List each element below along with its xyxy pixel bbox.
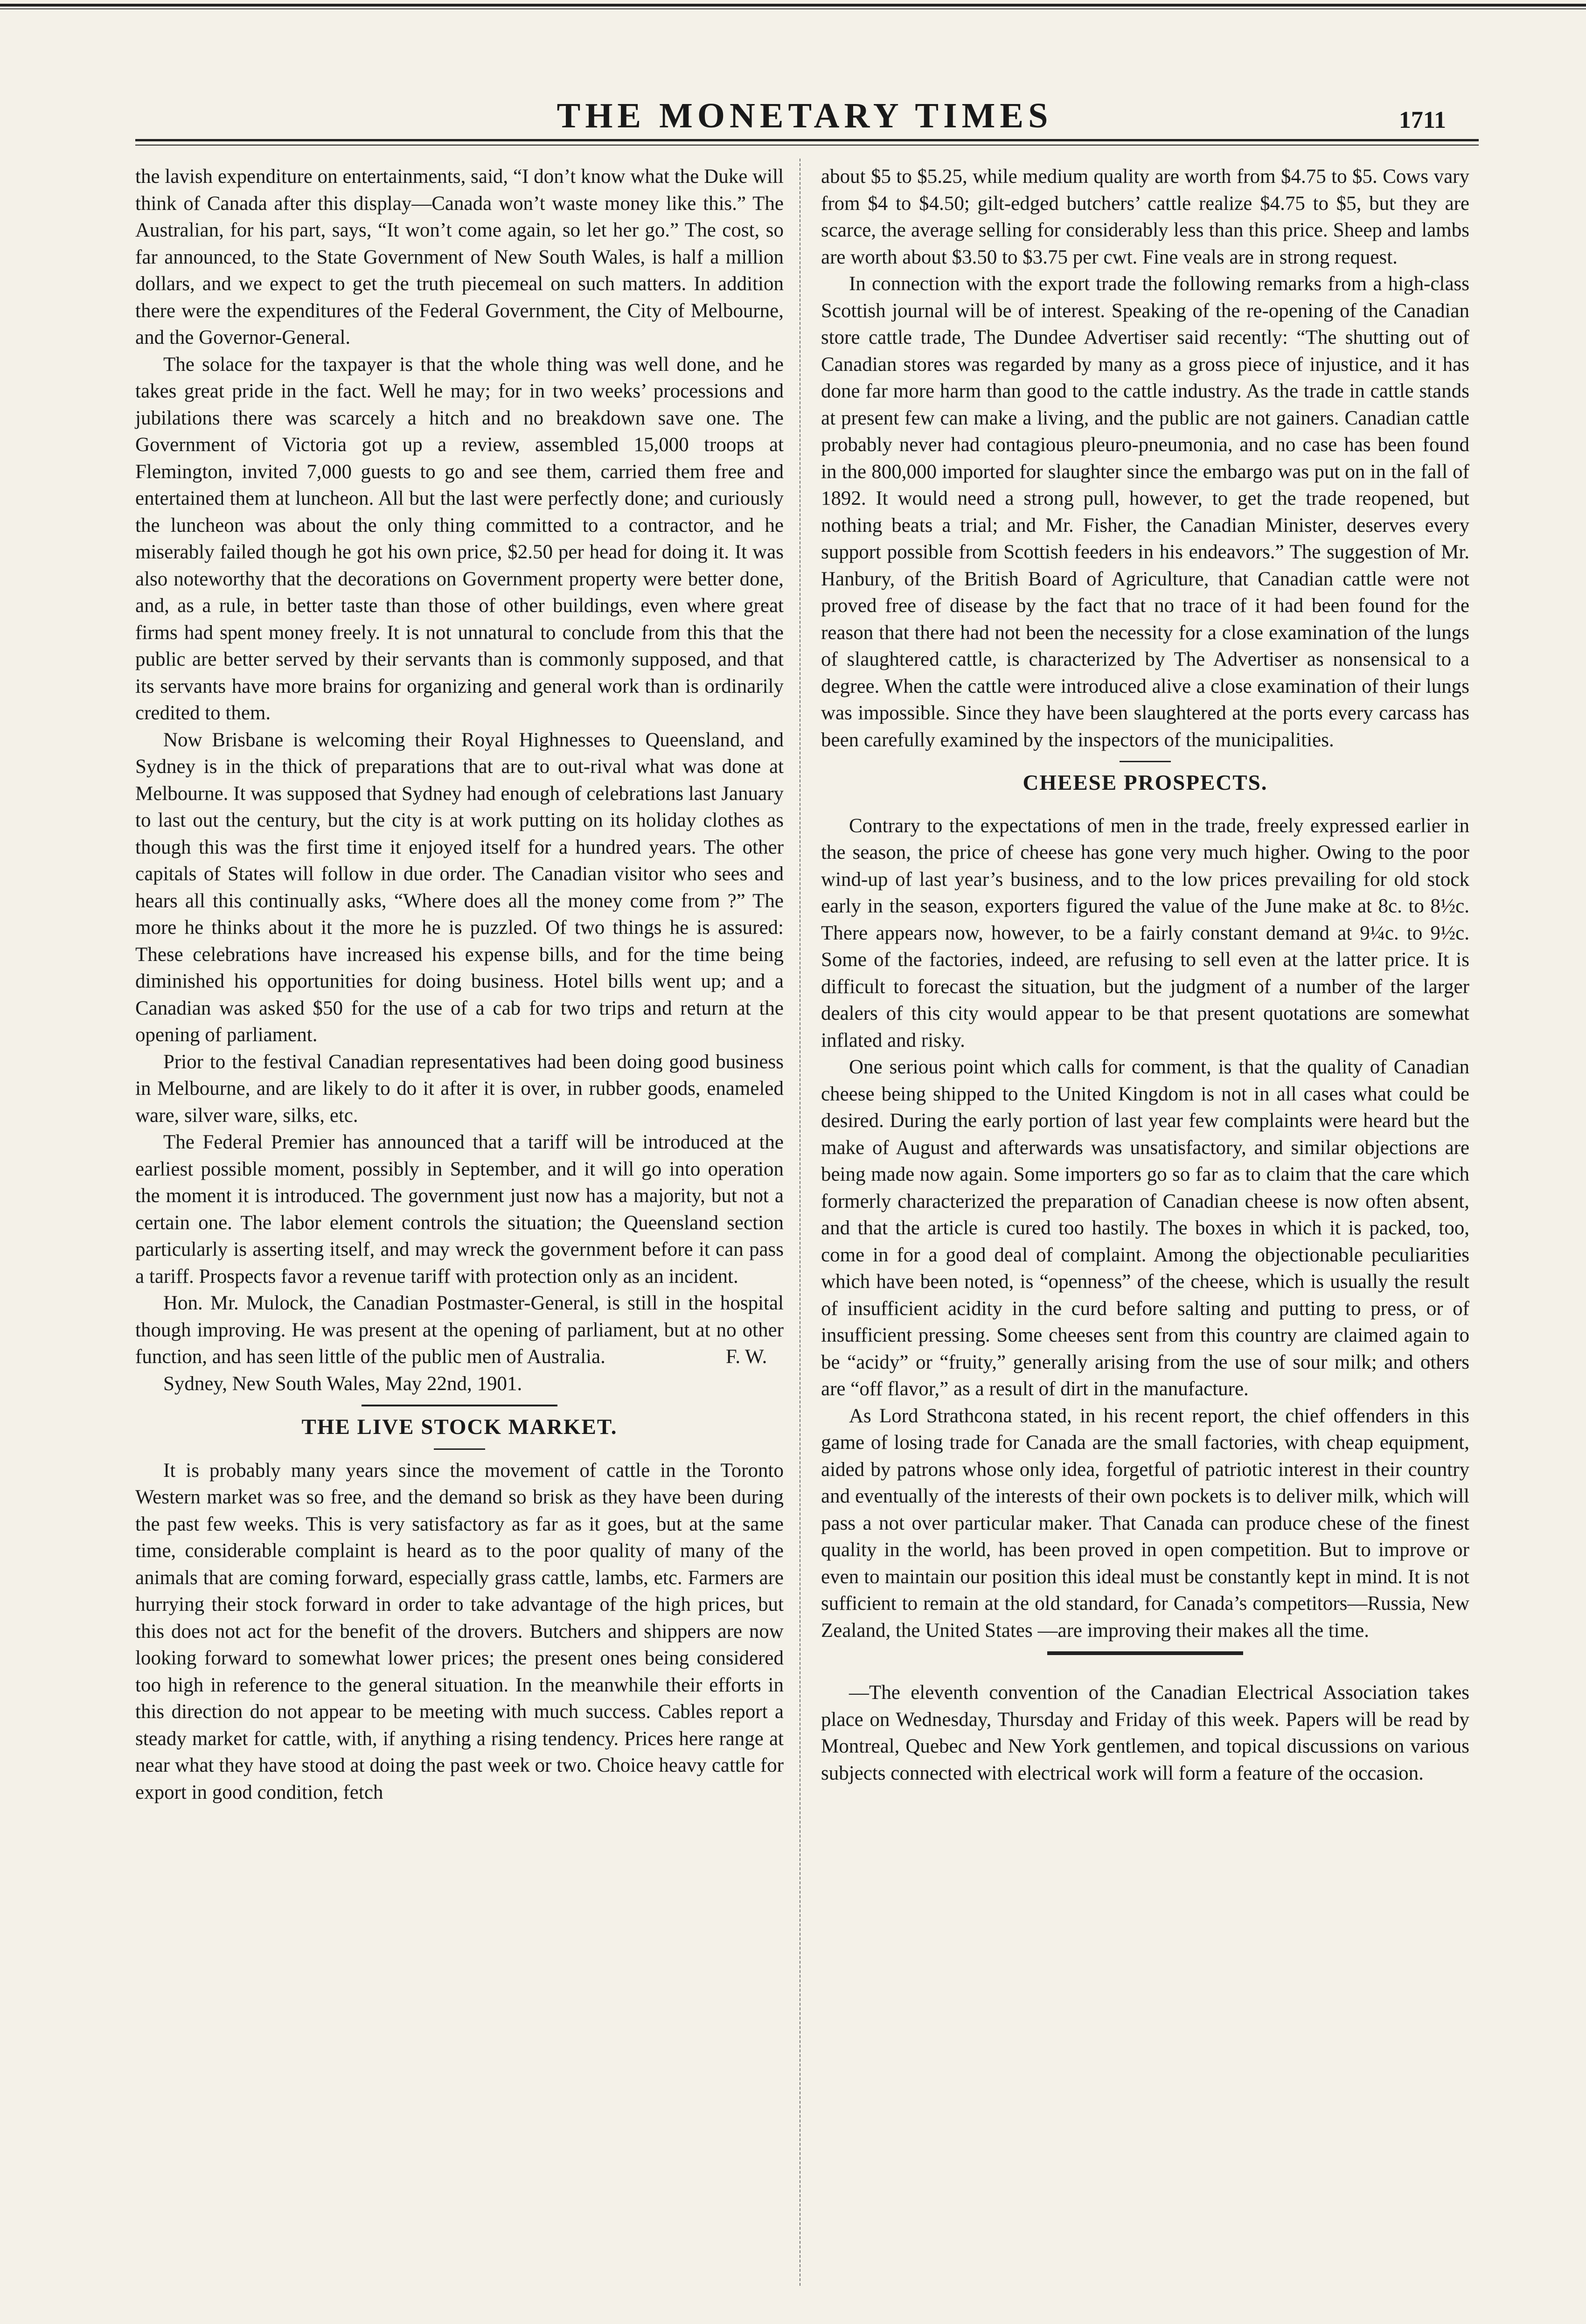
masthead: THE MONETARY TIMES [556,96,1053,135]
article-paragraph: —The eleventh convention of the Canadian Electrical Association takes place on Wednesday, Thursday and Friday of this week. Papers will be read by Montreal, Quebec and New York gentlemen, and topical discussions on various subjects connected with electrical work will form a feature of the occasion. [821,1682,1469,1784]
spacer [821,1663,1469,1679]
section-rule [362,1405,557,1406]
article-paragraph: the lavish expenditure on entertainments, said, “I don’t know what the Duke will think of Canada after this display—Canada won’t waste money like this.” The Australian, for his part, says, “It won’t come again, so let her go.” The cost, so far announced, to the State Government of New South Wales, is half a million dollars, and we expect to get the truth piecemeal on such matters. In addition there were the expenditures of the Federal Government, the City of Melbourne, and the Governor-General. [135,166,784,348]
header-rule [135,139,1479,141]
left-column [135,163,784,1806]
article-paragraph: Hon. Mr. Mulock, the Canadian Postmaster-General, is still in the hospital though improving. He was present at the opening of parliament, but at no other function, and has seen little of the public men of Australia. F. W. [135,1292,784,1368]
top-border-rule [0,4,1586,7]
article-paragraph: As Lord Strathcona stated, in his recent report, the chief offenders in this game of losing trade for Canada are the small factories, with cheap equipment, aided by patrons whose only idea, forgetful of patriotic interest in their country and eventually of the interests of their own pockets is to deliver milk, which will pass a not over particular maker. That Canada can produce chese of the finest quality in the world, has been proved in open competition. But to improve or even to maintain our position this ideal must be constantly kept in mind. It is not sufficient to remain at the old standard, for Canada’s competitors—Russia, New Zealand, the United States —are improving their makes all the time. [821,1405,1469,1642]
section-rule [1047,1651,1243,1655]
article-paragraph: In connection with the export trade the following remarks from a high-class Scottish journal will be of interest. Speaking of the re-opening of the Canadian store cattle trade, The Dundee Advertiser said recently: “The shutting out of Canadian stores was regarded by many as a gross piece of injustice, and it has done far more harm than good to the cattle industry. As the trade in cattle stands at present few can make a living, and the public are not gainers. Canadian cattle probably never had contagious pleuro-pneumonia, and no case has been found in the 800,000 imported for slaughter since the embargo was put on in the fall of 1892. It would need a strong pull, however, to get the trade reopened, but nothing beats a trial; and Mr. Fisher, the Canadian Minister, deserves every support possible from Scottish feeders in his endeavors.” The suggestion of Mr. Hanbury, of the British Board of Agriculture, that Canadian cattle were not proved free of disease by the fact that no trace of it had been found for the reason that there had not been the necessity for a close examination of the lungs of slaughtered cattle, is characterized by The Advertiser as nonsensical to a degree. When the cattle were introduced alive a close examination of their lungs was impossible. Since they have been slaughtered at the ports every carcass has been carefully examined by the inspectors of the municipalities. [821,273,1469,751]
article-paragraph: The Federal Premier has announced that a tariff will be introduced at the earliest possible moment, possibly in September, and it will go into operation the moment it is introduced. The government just now has a majority, but not a certain one. The labor element controls the situation; the Queensland section particularly is asserting itself, and may wreck the government before it can pass a tariff. Prospects favor a revenue tariff with protection only as an incident. [135,1131,784,1287]
header-rule-thin [135,145,1479,146]
section-dash [434,1448,485,1450]
dateline: Sydney, New South Wales, May 22nd, 1901. [163,1372,522,1395]
article-paragraph: Contrary to the expectations of men in the trade, freely expressed earlier in the season, the price of cheese has gone very much higher. Owing to the poor wind-up of last year’s business, and to the low prices prevailing for old stock early in the season, exporters figured the value of the June make at 8c. to 8½c. There appears now, however, to be a fairly constant demand at 9¼c. to 9½c. Some of the factories, indeed, are refusing to sell even at the latter price. It is difficult to forecast the situation, but the judgment of a number of the larger dealers of this city would appear to be that present quotations are somewhat inflated and risky. [821,814,1469,1051]
section-title-live-stock: THE LIVE STOCK MARKET. [301,1415,618,1439]
spacer [821,797,1469,813]
article-paragraph: Now Brisbane is welcoming their Royal Highnesses to Queensland, and Sydney is in the thick of preparations that are to out-rival what was done at Melbourne. It was supposed that Sydney had enough of celebrations last January to last out the century, but the city is at work putting on its holiday clothes as though this was the first time it enjoyed itself for a hundred years. The other capitals of States will follow in due order. The Canadian visitor who sees and hears all this continually asks, “Where does all the money come from ?” The more he thinks about it the more he is puzzled. Of two things he is assured: These celebrations have increased his expense bills, and for the time being diminished his opportunities for doing business. Hotel bills went up; and a Canadian was asked $50 for the use of a cab for two trips and return at the opening of parliament. [135,729,784,1046]
article-paragraph: The solace for the taxpayer is that the whole thing was well done, and he takes great pride in the fact. Well he may; for in two weeks’ processions and jubilations there was scarcely a hitch and no breakdown save one. The Government of Victoria got up a review, assembled 15,000 troops at Flemington, invited 7,000 guests to go and see them, carried them free and entertained them at luncheon. All but the last were perfectly done; and curiously the luncheon was about the only thing committed to a contractor, and he miserably failed though he got his own price, $2.50 per head for doing it. It was also noteworthy that the decorations on Government property were better done, and, as a rule, in better taste than those of other buildings, even where great firms had spent money freely. It is not unnatural to conclude from this that the public are better served by their servants than is commonly supposed, and that its servants have more brains for organizing and general work than is ordinarily credited to them. [135,353,784,724]
right-column [821,163,1469,1787]
article-paragraph: One serious point which calls for comment, is that the quality of Canadian cheese being shipped to the United Kingdom is not in all cases what could be desired. During the early portion of last year few complaints were heard but the make of August and afterwards was unsatisfactory, and similar objections are being made now again. Some importers go so far as to claim that the care which formerly characterized the preparation of Canadian cheese is now often absent, and that the article is cured too hastily. The boxes in which it is packed, too, come in for a good deal of complaint. Among the objectionable peculiarities which have been noted, is “openness” of the cheese, which is usually the result of insufficient acidity in the curd before salting and putting to press, or of insufficient pressing. Some cheeses sent from this country are claimed again to be “acidy” or “fruity,” generally arising from the use of sour milk; and others are “off flavor,” as a result of dirt in the manufacture. [821,1056,1469,1400]
top-border-rule-thin [0,8,1586,9]
section-dash [1120,761,1171,762]
article-paragraph: about $5 to $5.25, while medium quality are worth from $4.75 to $5. Cows vary from $4 to $4.50; gilt-edged butchers’ cattle realize $4.75 to $5, but they are scarce, the average selling for considerably less than this price. Sheep and lambs are worth about $3.50 to $3.75 per cwt. Fine veals are in strong request. [821,166,1469,268]
section-title-cheese: CHEESE PROSPECTS. [1023,771,1268,795]
article-paragraph: It is probably many years since the movement of cattle in the Toronto Western market was so free, and the demand so brisk as they have been during the past few weeks. This is very satisfactory as far as it goes, but at the same time, considerable complaint is heard as to the poor quality of many of the animals that are coming forward, especially grass cattle, lambs, etc. Farmers are hurrying their stock forward in order to take advantage of the high prices, but this does not act for the benefit of the drovers. Butchers and shippers are now looking forward to somewhat lower prices; the present ones being considered too high in reference to the general situation. In the meanwhile their efforts in this direction do not appear to be meeting with much success. Cables report a steady market for cattle, with, if anything a rising tendency. Prices here range at near what they have stood at doing the past week or two. Choice heavy cattle for export in good condition, fetch [135,1459,784,1803]
article-paragraph: Prior to the festival Canadian representatives had been doing good business in Melbourne, and are likely to do it after it is over, in rubber goods, enameled ware, silver ware, silks, etc. [135,1051,784,1127]
page-number: 1711 [1398,107,1446,133]
